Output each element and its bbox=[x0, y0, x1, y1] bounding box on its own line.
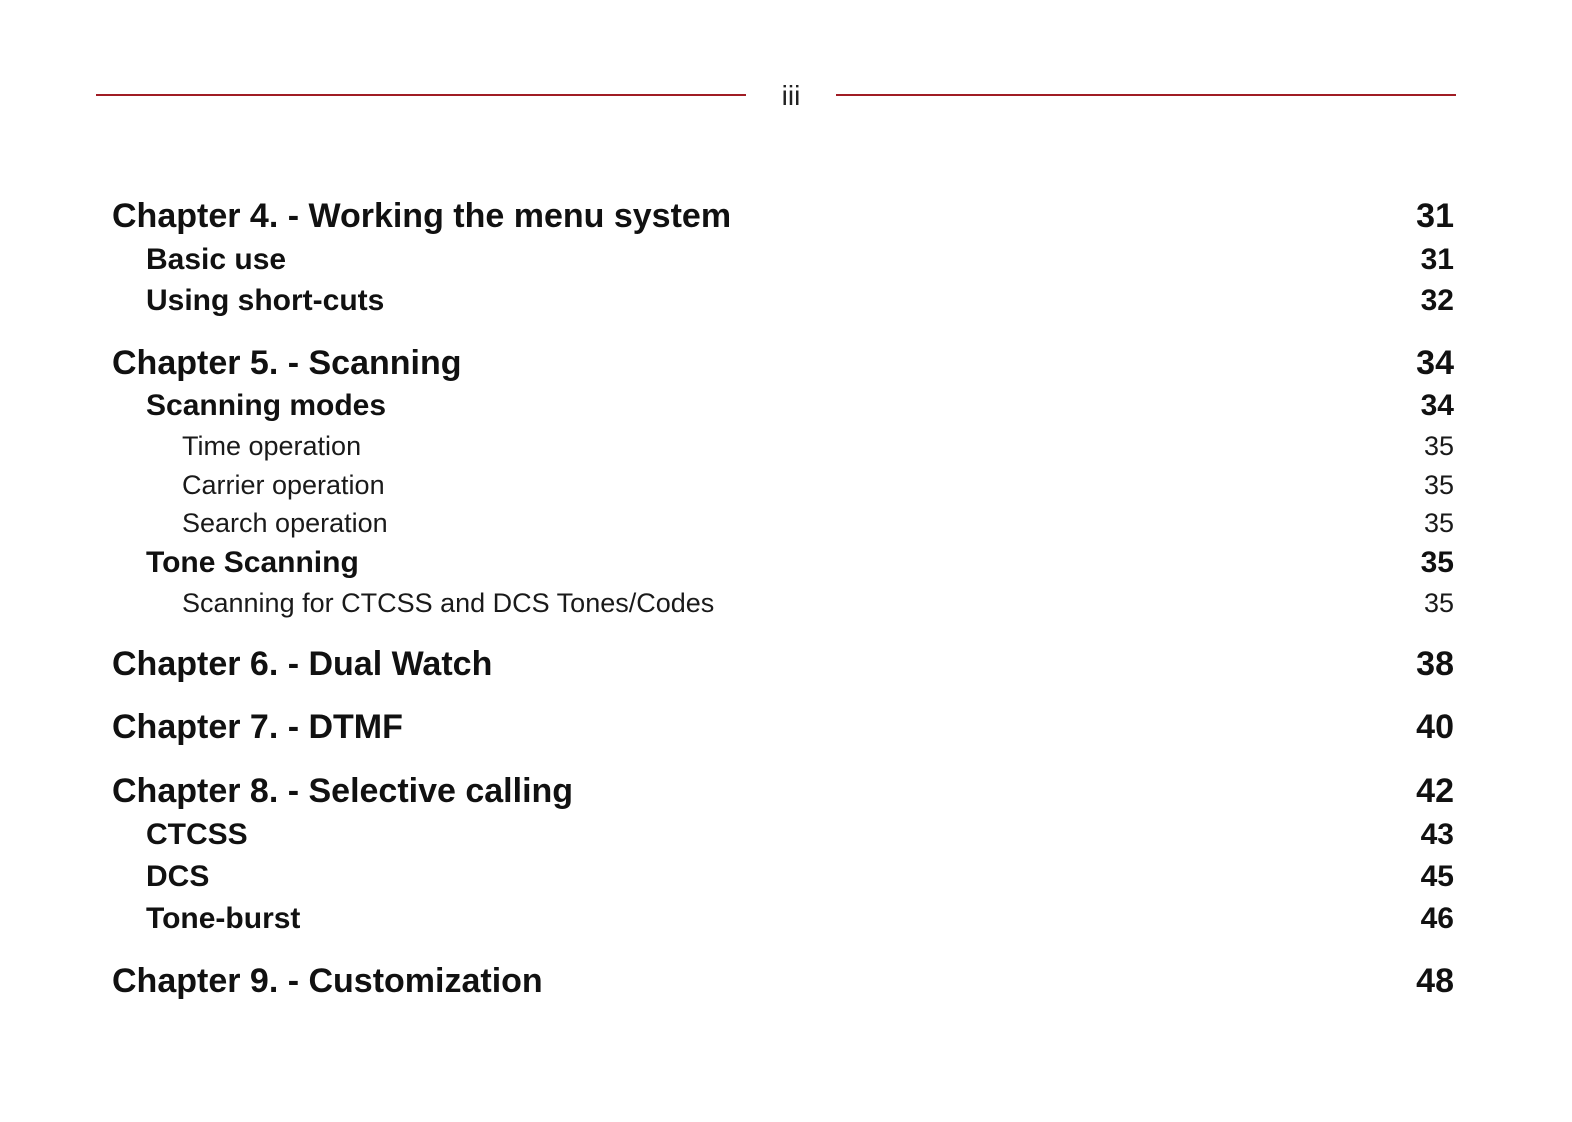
toc-entry-label: Tone-burst bbox=[146, 902, 301, 935]
toc-entry-label: Basic use bbox=[146, 243, 287, 276]
toc-entry-label: DCS bbox=[146, 860, 210, 893]
toc-entry-page: 45 bbox=[1420, 860, 1454, 893]
toc-entry-page: 34 bbox=[1420, 389, 1454, 422]
toc-entry-label: Chapter 5. - Scanning bbox=[112, 344, 462, 382]
toc-entry-label: Scanning modes bbox=[146, 389, 387, 422]
toc-entry-label: CTCSS bbox=[146, 818, 248, 851]
toc-entry-label: Carrier operation bbox=[182, 470, 385, 500]
toc-entry-label: Search operation bbox=[182, 508, 388, 538]
toc-entry-label: Chapter 7. - DTMF bbox=[112, 708, 403, 746]
toc-entry-page: 35 bbox=[1423, 508, 1454, 538]
toc-entry-page: 31 bbox=[1420, 243, 1454, 276]
toc-entry-page: 40 bbox=[1416, 708, 1454, 746]
toc-entry-label: Time operation bbox=[182, 431, 362, 461]
toc-entry-label: Chapter 6. - Dual Watch bbox=[112, 645, 493, 683]
toc-entry-page: 46 bbox=[1420, 902, 1454, 935]
toc-entry-page: 31 bbox=[1416, 197, 1454, 235]
toc-entry-page: 38 bbox=[1416, 645, 1454, 683]
page-number: iii bbox=[781, 80, 801, 111]
toc-entry-page: 34 bbox=[1416, 344, 1454, 382]
toc-entry-label: Chapter 8. - Selective calling bbox=[112, 772, 574, 810]
toc-entry-page: 32 bbox=[1420, 284, 1454, 317]
toc-entry-label: Chapter 9. - Customization bbox=[112, 962, 543, 1000]
toc-entry-page: 35 bbox=[1423, 470, 1454, 500]
toc-entry-page: 43 bbox=[1420, 818, 1454, 851]
toc-entry-label: Chapter 4. - Working the menu system bbox=[112, 197, 732, 235]
toc-entry-page: 35 bbox=[1420, 546, 1454, 579]
toc-entry-label: Scanning for CTCSS and DCS Tones/Codes bbox=[182, 588, 715, 618]
toc-entry-page: 48 bbox=[1416, 962, 1454, 1000]
toc-entry-page: 35 bbox=[1423, 431, 1454, 461]
toc-entry-page: 42 bbox=[1416, 772, 1454, 810]
toc-entry-page: 35 bbox=[1423, 588, 1454, 618]
toc-entry-label: Using short-cuts bbox=[146, 284, 385, 317]
toc-entry-label: Tone Scanning bbox=[146, 546, 359, 579]
